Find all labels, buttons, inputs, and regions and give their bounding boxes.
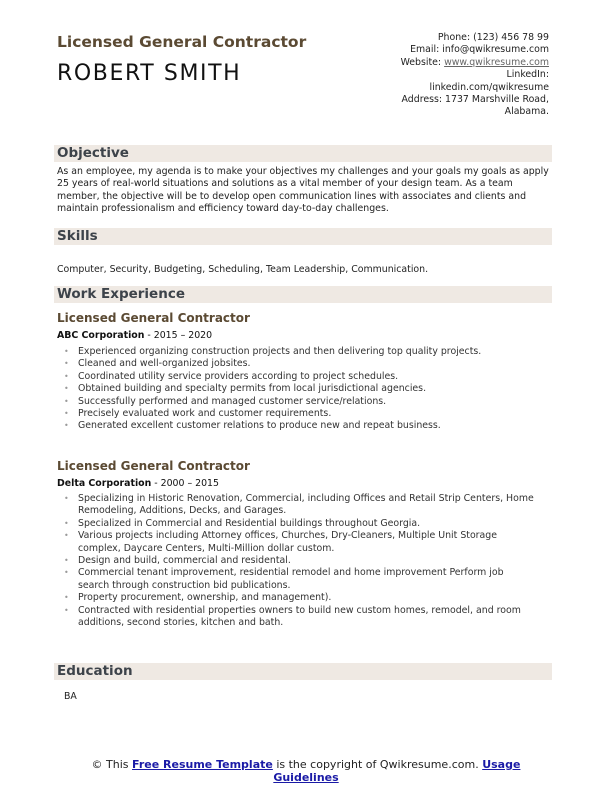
job-title: Licensed General Contractor <box>57 311 250 325</box>
contact-block <box>349 32 549 119</box>
website-label: Website: <box>400 56 445 68</box>
list-item: • Experienced organizing construction projects and then delivering top quality projects. <box>64 346 534 358</box>
candidate-name: ROBERT SMITH <box>57 61 242 86</box>
free-resume-template-link[interactable]: Free Resume Template <box>132 758 273 771</box>
address-line-1: Address: 1737 Marshville Road, <box>401 94 549 106</box>
website-link[interactable]: www.qwikresume.com <box>444 56 549 68</box>
section-heading-education: Education <box>54 663 552 680</box>
section-heading-skills: Skills <box>54 228 552 245</box>
list-item: • Coordinated utility service providers according to project schedules. <box>64 371 534 383</box>
phone: Phone: (123) 456 78 99 <box>437 32 549 43</box>
footer-prefix: © This <box>91 758 133 771</box>
job-company-line <box>57 478 219 489</box>
list-item: • Obtained building and specialty permits from local jurisdictional agencies. <box>64 383 534 395</box>
list-item: • Specializing in Historic Renovation, Commercial, including Offices and Retail Strip Centers, Home Remodeling, Additions, Decks, and Garages. <box>64 493 534 518</box>
company-name: ABC Corporation <box>57 330 145 341</box>
job-dates: - 2015 – 2020 <box>144 330 213 341</box>
linkedin: linkedin.com/qwikresume <box>429 81 549 93</box>
list-item: • Various projects including Attorney offices, Churches, Dry-Cleaners, Multiple Unit Storage complex, Daycare Centers, Multi-Million dollar custom. <box>64 530 534 555</box>
skills-text: Computer, Security, Budgeting, Scheduling, Team Leadership, Communication. <box>57 264 429 275</box>
usage-guidelines-link[interactable]: Usage Guidelines <box>273 758 521 784</box>
section-heading-objective: Objective <box>54 145 552 162</box>
company-name: Delta Corporation <box>57 478 152 489</box>
list-item: • Contracted with residential properties owners to build new custom homes, remodel, and room additions, second stories, kitchen and bath. <box>64 605 534 630</box>
section-heading-work-experience: Work Experience <box>54 286 552 303</box>
job-bullets <box>64 346 534 433</box>
education-degree: BA <box>64 691 77 702</box>
list-item: • Cleaned and well-organized jobsites. <box>64 358 534 370</box>
list-item: • Design and build, commercial and residental. <box>64 555 534 567</box>
footer-middle: is the copyright of Qwikresume.com. <box>272 758 483 771</box>
linkedin-label: LinkedIn: <box>506 69 549 81</box>
list-item: • Precisely evaluated work and customer requirements. <box>64 408 534 420</box>
job-dates: - 2000 – 2015 <box>151 478 219 489</box>
objective-text: As an employee, my agenda is to make your objectives my challenges and your goals my goals as apply 25 years of real-world situations and solutions as a vital member of your design team. As a team member, the objective will be to develop open communication lines with associates and clients and maintain professionalism and efficiency toward day-to-day challenges. <box>57 166 549 214</box>
address-line-2: Alabama. <box>504 106 549 118</box>
list-item: • Commercial tenant improvement, residential remodel and home improvement Perform job search through construction bid publications. <box>64 567 534 592</box>
email: Email: info@qwikresume.com <box>410 44 549 56</box>
list-item: • Generated excellent customer relations to produce new and repeat business. <box>64 420 534 432</box>
footer-copyright <box>60 758 552 784</box>
job-bullets <box>64 493 534 629</box>
list-item: • Successfully performed and managed customer service/relations. <box>64 396 534 408</box>
job-company-line <box>57 330 212 341</box>
job-title-heading: Licensed General Contractor <box>57 33 307 51</box>
list-item: • Specialized in Commercial and Residential buildings throughout Georgia. <box>64 518 534 530</box>
list-item: • Property procurement, ownership, and management). <box>64 592 534 604</box>
job-title: Licensed General Contractor <box>57 459 250 473</box>
